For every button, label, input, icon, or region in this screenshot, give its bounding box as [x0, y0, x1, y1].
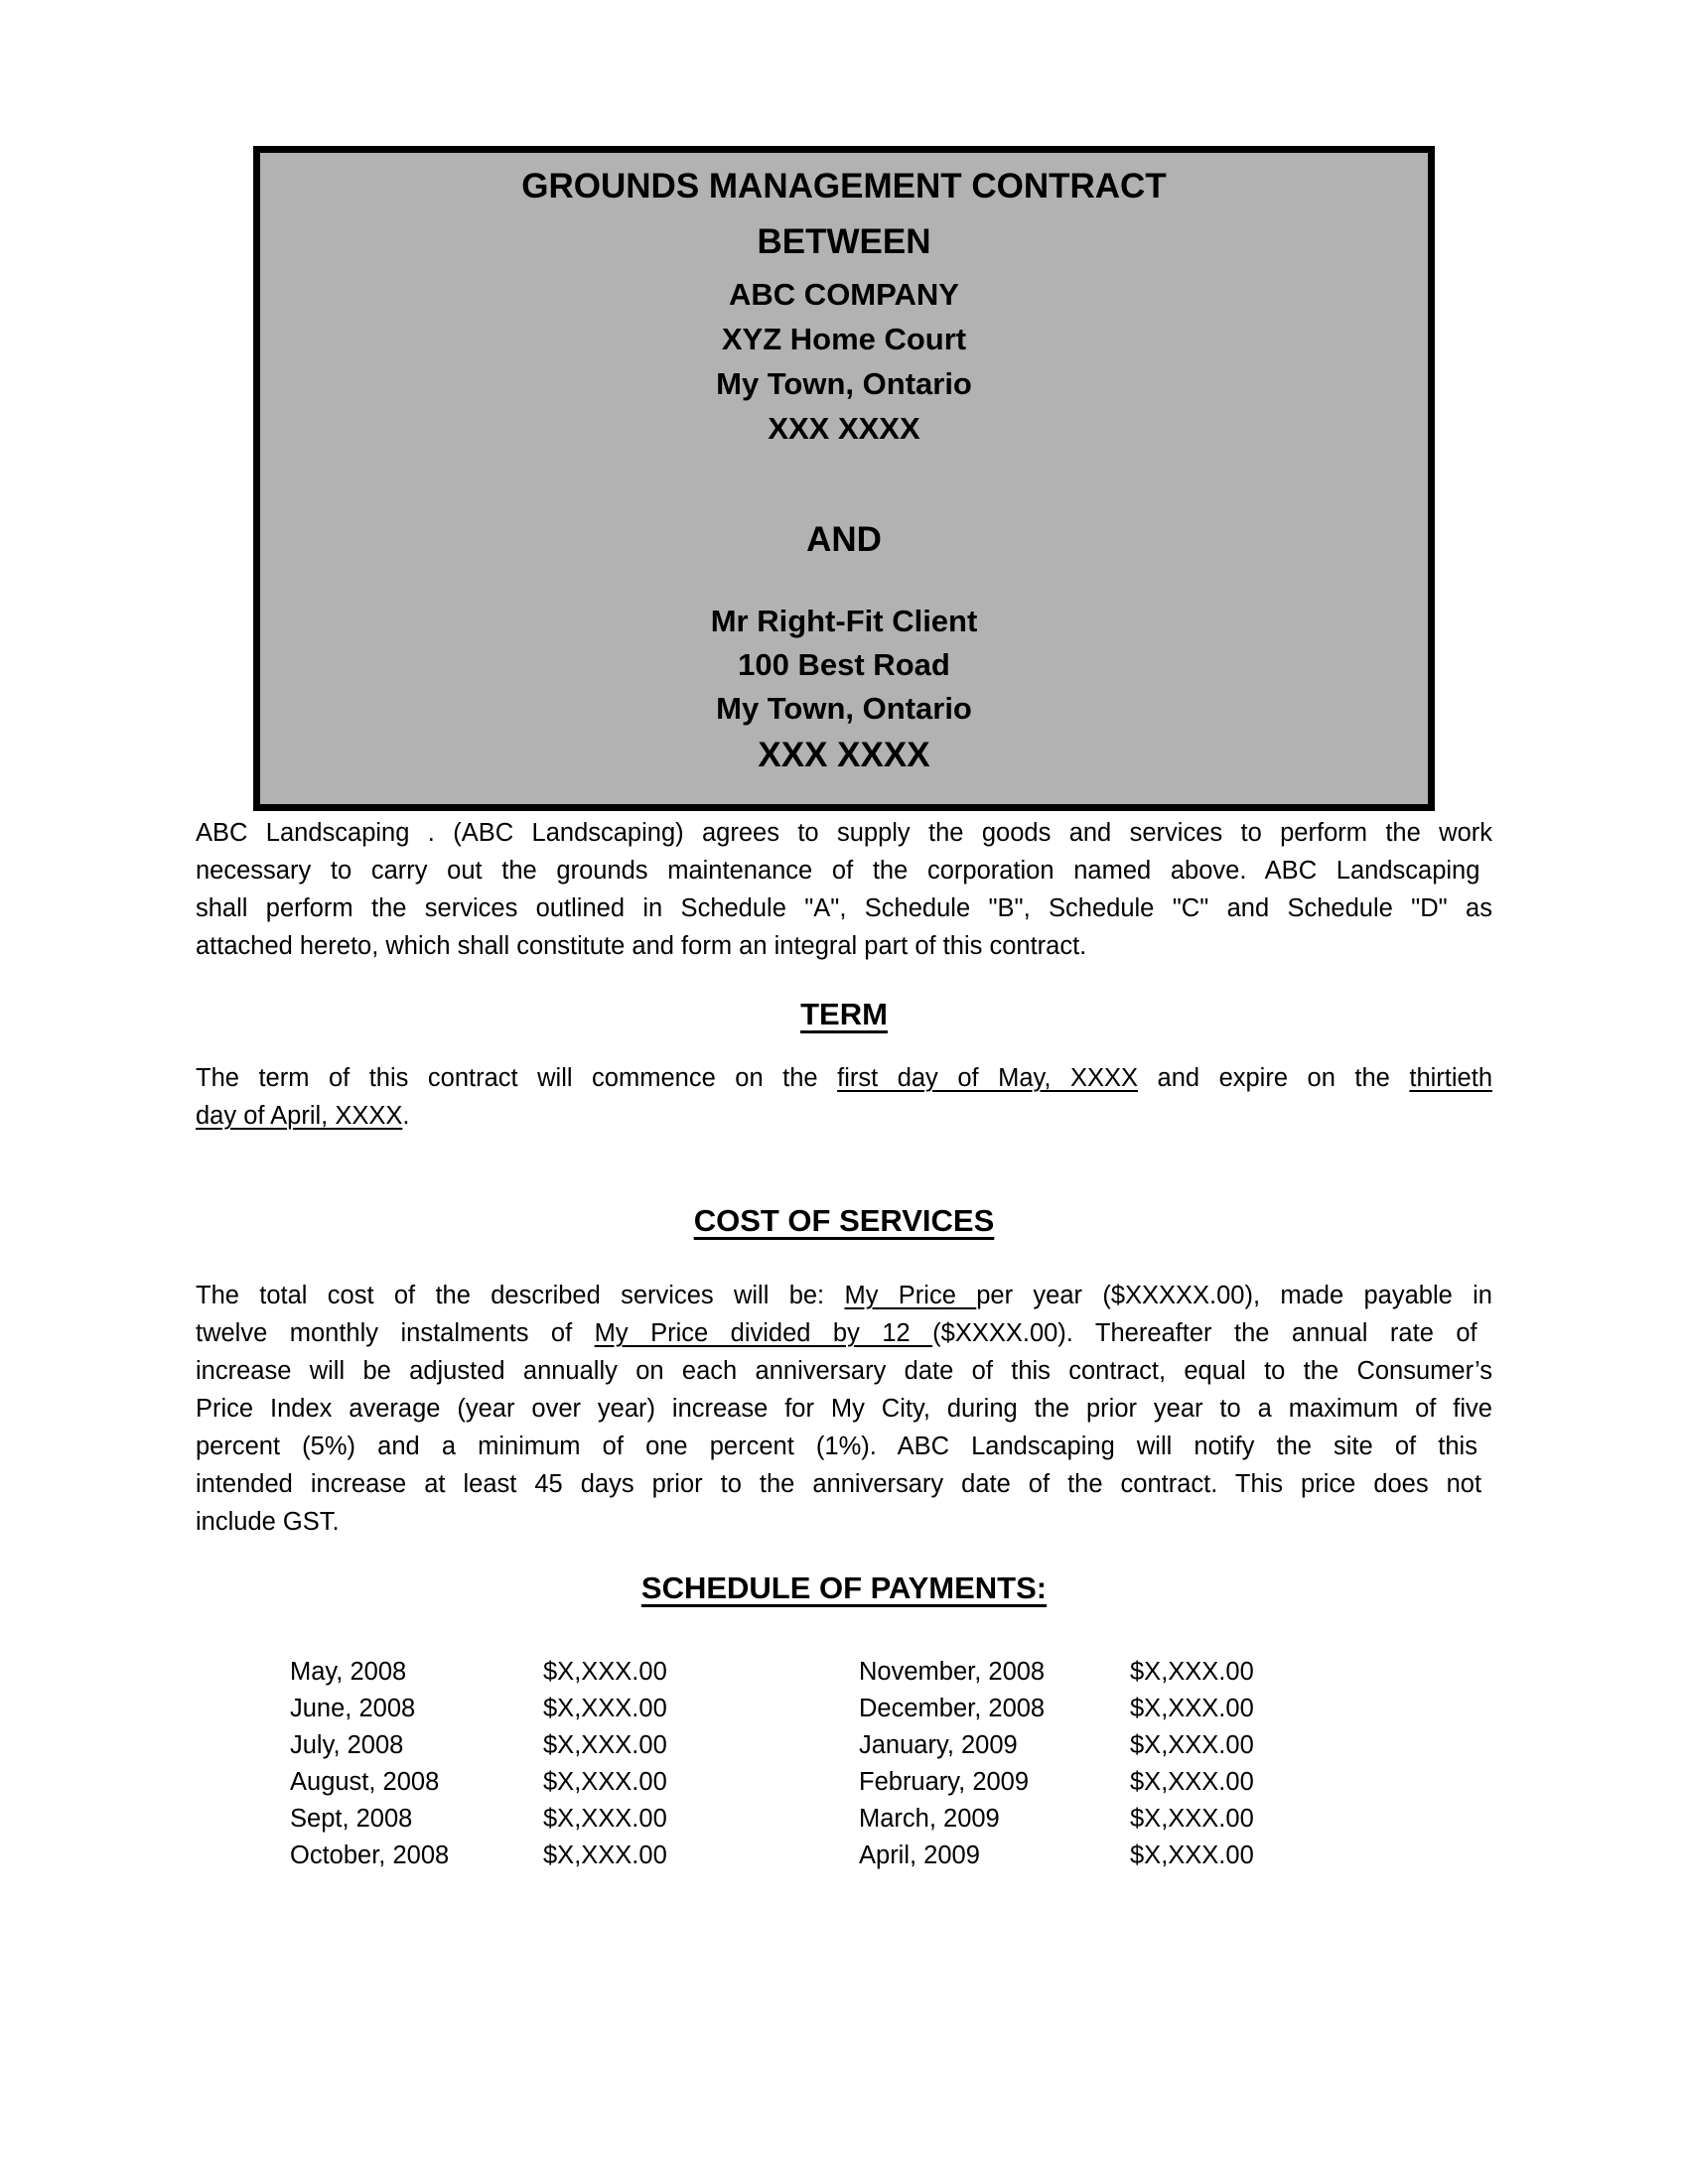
payment-month: December, 2008 [859, 1695, 1046, 1722]
intro-line: shall perform the services outlined in Schedule "A", Schedule "B", Schedule "C" and Schedule "D" as [196, 894, 1492, 922]
cost-line: percent (5%) and a minimum of one percent (1%). ABC Landscaping will notify the site of this [196, 1433, 1477, 1460]
annual-price: My Price [844, 1282, 977, 1309]
contract-header-box [253, 146, 1435, 811]
payment-amount: $X,XXX.00 [543, 1805, 667, 1833]
payment-amount: $X,XXX.00 [1130, 1842, 1254, 1869]
payment-month: July, 2008 [290, 1731, 404, 1759]
payment-amount: $X,XXX.00 [1130, 1658, 1254, 1686]
schedule-heading-text: SCHEDULE OF PAYMENTS: [640, 1570, 1048, 1605]
intro-line: attached hereto, which shall constitute and form an integral part of this contract. [196, 932, 1087, 960]
intro-line: necessary to carry out the grounds maintenance of the corporation named above. ABC Landscaping [196, 857, 1480, 885]
payment-month: Sept, 2008 [290, 1805, 413, 1833]
payment-month: January, 2009 [859, 1731, 1018, 1759]
party-a-postal: XXX XXXX [768, 411, 920, 446]
payment-month: August, 2008 [290, 1768, 440, 1796]
intro-line: ABC Landscaping . (ABC Landscaping) agrees to supply the goods and services to perform the work [196, 819, 1492, 847]
term-text: The term of this contract will commence on the [196, 1064, 818, 1092]
payment-amount: $X,XXX.00 [543, 1768, 667, 1796]
cost-line [196, 1281, 1492, 1310]
cost-line: include GST. [196, 1508, 340, 1536]
term-line [196, 1101, 409, 1131]
party-a-street: XYZ Home Court [721, 322, 967, 356]
party-b-postal: XXX XXXX [758, 736, 930, 774]
payment-month: March, 2009 [859, 1805, 1000, 1833]
and-label: AND [806, 520, 882, 559]
payment-amount: $X,XXX.00 [543, 1731, 667, 1759]
payment-amount: $X,XXX.00 [1130, 1768, 1254, 1796]
party-b-city: My Town, Ontario [716, 691, 972, 726]
between-label: BETWEEN [757, 222, 931, 261]
cost-line: increase will be adjusted annually on each anniversary date of this contract, equal to the Consumer’s [196, 1357, 1492, 1385]
payment-amount: $X,XXX.00 [1130, 1731, 1254, 1759]
term-end-date: day of April, XXXX [196, 1102, 403, 1130]
term-heading-text: TERM [800, 997, 888, 1031]
party-b-name: Mr Right-Fit Client [710, 604, 978, 638]
cost-heading [0, 1205, 1688, 1236]
payment-amount: $X,XXX.00 [1130, 1695, 1254, 1722]
party-b-street: 100 Best Road [738, 647, 950, 682]
payment-month: May, 2008 [290, 1658, 407, 1686]
payment-amount: $X,XXX.00 [543, 1695, 667, 1722]
payment-month: October, 2008 [290, 1842, 450, 1869]
schedule-heading [0, 1572, 1688, 1603]
cost-text: ($XXXX.00). Thereafter the annual rate of [932, 1319, 1477, 1347]
party-a-name: ABC COMPANY [729, 277, 959, 312]
monthly-price: My Price divided by 12 [594, 1319, 933, 1347]
term-end-date: thirtieth [1409, 1064, 1492, 1092]
payment-month: February, 2009 [859, 1768, 1030, 1796]
cost-text: The total cost of the described services will be: [196, 1282, 825, 1309]
payment-month: June, 2008 [290, 1695, 416, 1722]
cost-text: twelve monthly instalments of [196, 1319, 573, 1347]
payment-amount: $X,XXX.00 [543, 1658, 667, 1686]
cost-heading-text: COST OF SERVICES [693, 1203, 995, 1238]
payment-amount: $X,XXX.00 [543, 1842, 667, 1869]
term-heading [0, 999, 1688, 1029]
term-line [196, 1063, 1492, 1093]
cost-line: Price Index average (year over year) increase for My City, during the prior year to a maximum of five [196, 1395, 1492, 1423]
payment-amount: $X,XXX.00 [1130, 1805, 1254, 1833]
term-text: and expire on the [1157, 1064, 1390, 1092]
cost-line: intended increase at least 45 days prior to the anniversary date of the contract. This price does not [196, 1470, 1482, 1498]
payment-month: April, 2009 [859, 1842, 980, 1869]
term-start-date: first day of May, XXXX [837, 1064, 1138, 1092]
payment-month: November, 2008 [859, 1658, 1046, 1686]
cost-line [196, 1318, 1477, 1348]
cost-text: per year ($XXXXX.00), made payable in [976, 1282, 1492, 1309]
contract-title: GROUNDS MANAGEMENT CONTRACT [521, 167, 1167, 205]
term-text: . [402, 1102, 410, 1130]
party-a-city: My Town, Ontario [716, 366, 972, 401]
